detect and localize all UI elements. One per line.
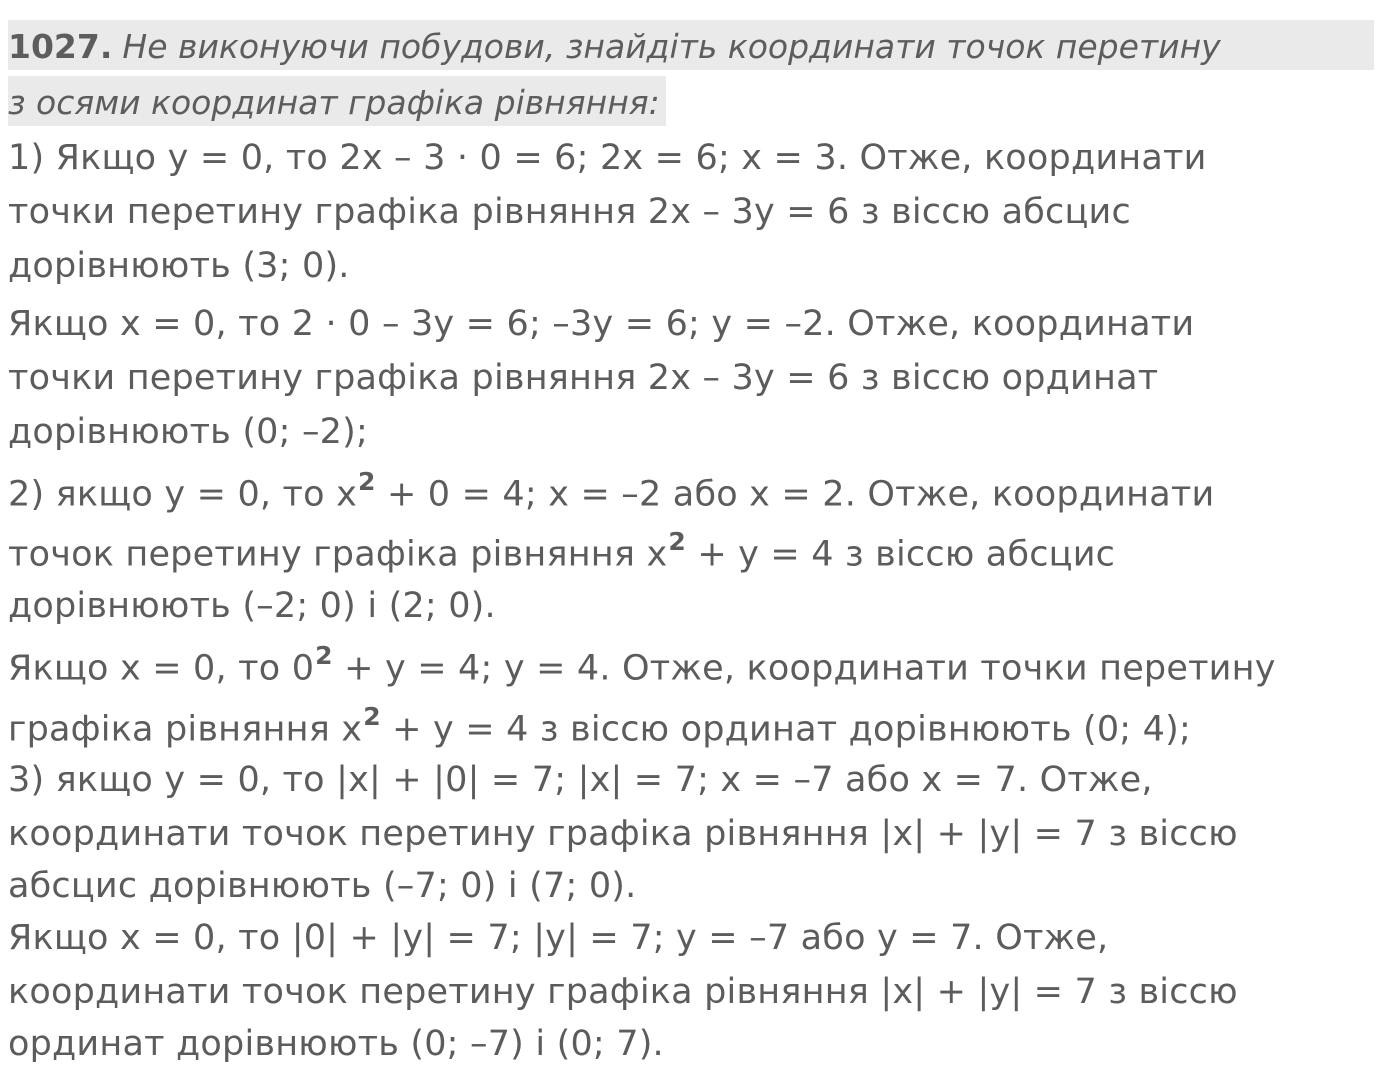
solution-line: координати точок перетину графіка рівняння |x| + |y| = 7 з віссю <box>8 814 1238 854</box>
solution-line: ординат дорівнюють (0; –7) і (0; 7). <box>8 1024 664 1064</box>
solution-line: дорівнюють (0; –2); <box>8 412 368 452</box>
line-part: точок перетину графіка рівняння x <box>8 534 668 575</box>
line-part: Якщо x = 0, то 0 <box>8 648 315 689</box>
line-part: + 0 = 4; x = –2 або x = 2. Отже, координати <box>386 474 1215 515</box>
solution-line <box>8 467 1215 515</box>
superscript-two: 2 <box>668 527 686 556</box>
solution-line: точки перетину графіка рівняння 2x – 3y = 6 з віссю ординат <box>8 358 1159 398</box>
solution-line: 3) якщо y = 0, то |x| + |0| = 7; |x| = 7; x = –7 або x = 7. Отже, <box>8 760 1153 800</box>
solution-line <box>8 527 1116 575</box>
line-part: + y = 4 з віссю ординат дорівнюють (0; 4); <box>392 709 1191 750</box>
line-part: графіка рівняння x <box>8 709 363 750</box>
superscript-two: 2 <box>363 702 381 731</box>
solution-line: Якщо x = 0, то |0| + |y| = 7; |y| = 7; y = –7 або y = 7. Отже, <box>8 918 1109 958</box>
task-prompt-text-1: Не виконуючи побудови, знайдіть координати точок перетину <box>122 27 1221 66</box>
line-part: 2) якщо y = 0, то x <box>8 474 357 515</box>
solution-line: 1) Якщо y = 0, то 2x – 3 · 0 = 6; 2x = 6; x = 3. Отже, координати <box>8 138 1207 178</box>
solution-line: Якщо x = 0, то 2 · 0 – 3y = 6; –3y = 6; y = –2. Отже, координати <box>8 304 1195 344</box>
solution-line <box>8 702 1191 750</box>
solution-line: дорівнюють (–2; 0) і (2; 0). <box>8 586 496 626</box>
solution-line: координати точок перетину графіка рівняння |x| + |y| = 7 з віссю <box>8 972 1238 1012</box>
solution-line: абсцис дорівнюють (–7; 0) і (7; 0). <box>8 866 637 906</box>
superscript-two: 2 <box>315 641 333 670</box>
solution-line: точки перетину графіка рівняння 2x – 3y = 6 з віссю абсцис <box>8 192 1131 232</box>
line-part: + y = 4; y = 4. Отже, координати точки перетину <box>344 648 1276 689</box>
task-number: 1027. <box>8 27 113 66</box>
solution-line <box>8 641 1276 689</box>
solution-line: дорівнюють (3; 0). <box>8 246 350 286</box>
task-prompt-line-2 <box>8 76 666 126</box>
task-prompt-line-1 <box>8 20 1374 70</box>
line-part: + y = 4 з віссю абсцис <box>697 534 1116 575</box>
task-prompt-text-2: з осями координат графіка рівняння: <box>8 83 660 122</box>
superscript-two: 2 <box>358 467 376 496</box>
